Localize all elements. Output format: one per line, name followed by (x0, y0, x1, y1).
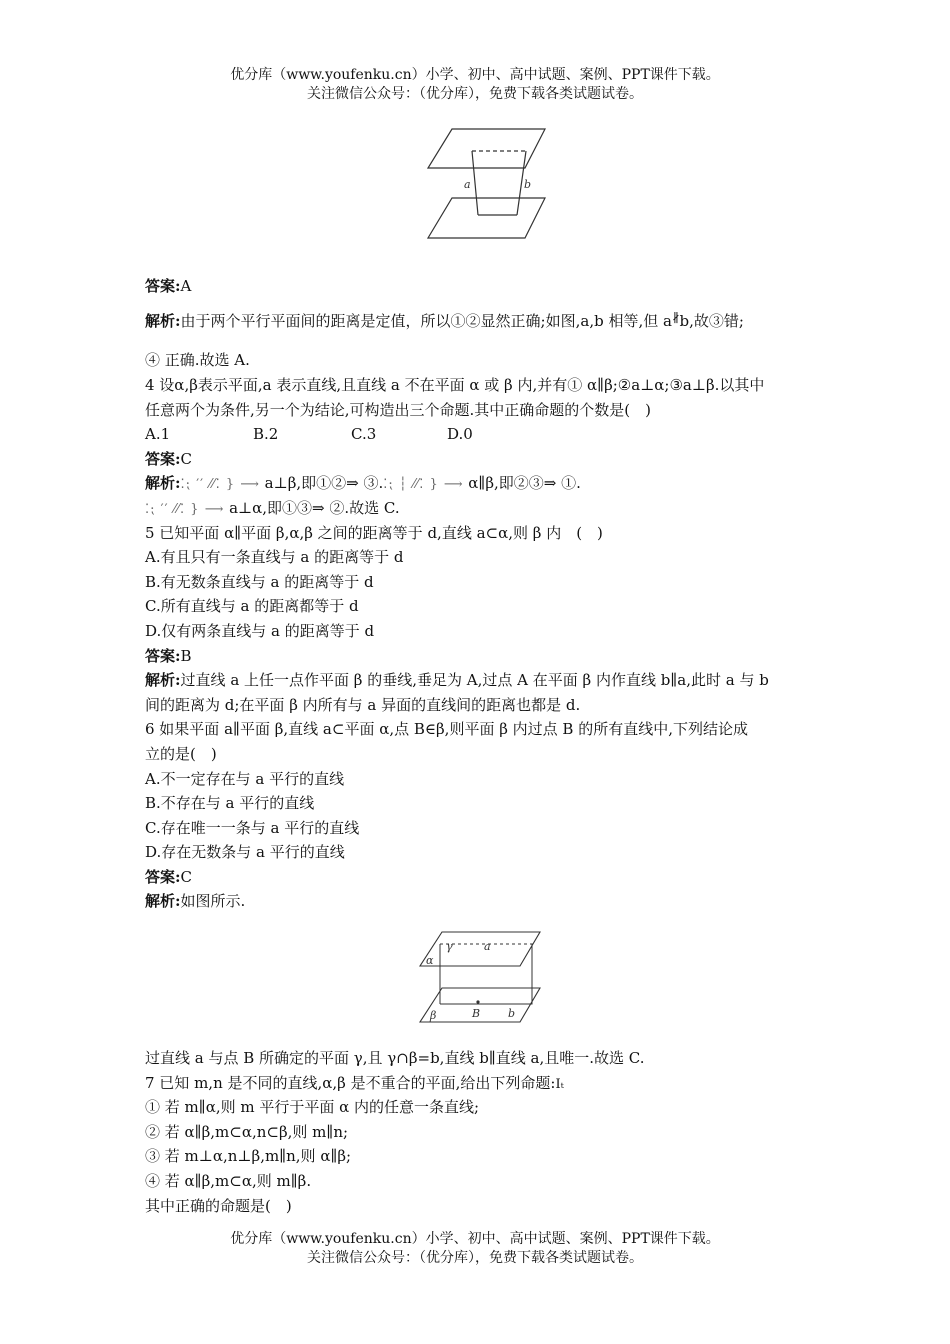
answer-label: 答案: (145, 449, 181, 468)
q6-stem-line-1: 6 如果平面 a∥平面 β,直线 a⊂平面 α,点 B∈β,则平面 β 内过点 B 的所有直线中,下列结论成 (145, 720, 748, 739)
garbled-formula-2: ⁚⁏ ┆ ⁄⁄⁚ } ⟶ (383, 477, 464, 493)
fig1-label-a: a (464, 178, 471, 191)
q4-option-c: C.3 (351, 425, 377, 444)
line-a (472, 151, 478, 215)
q5-explanation-1: 过直线 a 上任一点作平面 β 的垂线,垂足为 A,过点 A 在平面 β 内作直线 b∥a,此时 a 与 b (180, 671, 769, 690)
fig2-label-beta: β (430, 1009, 437, 1022)
figure-planes-gamma (412, 926, 548, 1032)
q6-after-figure: 过直线 a 与点 B 所确定的平面 γ,且 γ∩β=b,直线 b∥直线 a,且唯一.故选 C. (145, 1049, 645, 1067)
q5-stem: 5 已知平面 α∥平面 β,α,β 之间的距离等于 d,直线 a⊂α,则 β 内 ( ) (145, 523, 603, 542)
answer-line (145, 274, 815, 299)
explanation-label: 解析: (145, 474, 181, 493)
q4-answer-line (145, 447, 815, 472)
gamma-plane (440, 944, 532, 1004)
garbled-formula-1: ⁚⁏ ′′ ⁄⁄⁚ } ⟶ (180, 477, 260, 493)
explanation-label: 解析: (145, 671, 181, 690)
q6-option-c: C.存在唯一一条与 a 平行的直线 (145, 818, 360, 837)
garbled-formula-3: ⁚⁏ ′′ ⁄⁄⁚ } ⟶ (145, 501, 225, 517)
explanation-label: 解析: (145, 311, 181, 330)
answer-label: 答案: (145, 646, 181, 665)
q7-tail: 其中正确的命题是( ) (145, 1196, 292, 1215)
not-parallel-symbol: ∦ (671, 310, 680, 325)
q6-stem-line-2: 立的是( ) (145, 744, 217, 763)
q4-option-a: A.1 (145, 425, 171, 444)
explanation-text-2: b,故③错; (679, 311, 744, 330)
q5-answer-line (145, 644, 815, 669)
answer-value: B (180, 646, 192, 665)
answer-value: A (180, 277, 192, 295)
answer-label: 答案: (145, 867, 181, 886)
q4-stem-line-2: 任意两个为条件,另一个为结论,可构造出三个命题.其中正确命题的个数是( ) (145, 400, 652, 419)
page-header (0, 66, 950, 104)
q6-answer-line (145, 865, 815, 890)
header-line-1: 优分库（www.youfenku.cn）小学、初中、高中试题、案例、PPT课件下载。 (230, 67, 720, 83)
answer-label: 答案: (145, 277, 181, 295)
footer-line-2: 关注微信公众号：（优分库），免费下载各类试题试卷。 (307, 1250, 643, 1266)
header-line-2: 关注微信公众号：（优分库），免费下载各类试题试卷。 (307, 86, 643, 102)
q7-stem (145, 1071, 815, 1096)
upper-plane (428, 129, 545, 168)
q6-option-d: D.存在无数条与 a 平行的直线 (145, 843, 345, 862)
q4-options (145, 422, 815, 447)
fig2-label-B: B (472, 1007, 481, 1020)
q6-option-b: B.不存在与 a 平行的直线 (145, 794, 315, 813)
q5-explanation-line-2: 间的距离为 d;在平面 β 内所有与 a 异面的直线间的距离也都是 d. (145, 695, 581, 714)
point-B (476, 1000, 479, 1003)
q4-explanation-2: α∥β,即②③⇒ ①. (468, 474, 581, 493)
answer-value: C (180, 449, 193, 468)
q4-option-d: D.0 (447, 425, 473, 444)
q7-item-2: ② 若 α∥β,m⊂α,n⊂β,则 m∥n; (145, 1122, 349, 1141)
explanation-label: 解析: (145, 892, 181, 911)
fig2-label-alpha: α (426, 954, 434, 967)
q7-stem-text: 7 已知 m,n 是不同的直线,α,β 是不重合的平面,给出下列命题: (145, 1073, 556, 1092)
alpha-plane (420, 932, 540, 966)
q7-stem-mark: Iₜ (555, 1076, 564, 1092)
answer-value: C (180, 867, 193, 886)
q4-option-b: B.2 (253, 425, 279, 444)
q4-explanation-1: a⊥β,即①②⇒ ③. (264, 474, 384, 493)
q4-explanation-3: a⊥α,即①③⇒ ②.故选 C. (229, 498, 400, 517)
q5-option-d: D.仅有两条直线与 a 的距离等于 d (145, 621, 375, 640)
q7-item-4: ④ 若 α∥β,m⊂α,则 m∥β. (145, 1171, 312, 1190)
q4-q6-block (145, 373, 815, 914)
footer-line-1: 优分库（www.youfenku.cn）小学、初中、高中试题、案例、PPT课件下载。 (230, 1231, 720, 1247)
explanation-line (145, 306, 815, 331)
fig2-label-a: a (484, 940, 491, 953)
explanation-line-2: ④ 正确.故选 A. (145, 351, 250, 370)
q4-explanation-line-1 (145, 471, 815, 496)
fig1-label-b: b (524, 178, 532, 191)
lower-plane (428, 198, 545, 238)
q7-item-3: ③ 若 m⊥α,n⊥β,m∥n,则 α∥β; (145, 1147, 352, 1166)
q5-option-b: B.有无数条直线与 a 的距离等于 d (145, 572, 374, 591)
q4-stem-line-1: 4 设α,β表示平面,a 表示直线,且直线 a 不在平面 α 或 β 内,并有① α∥β;②a⊥α;③a⊥β.以其中 (145, 376, 765, 394)
q6-explanation-line (145, 889, 815, 914)
q6-q7-block (145, 1046, 815, 1218)
q7-item-1: ① 若 m∥α,则 m 平行于平面 α 内的任意一条直线; (145, 1098, 480, 1117)
q5-option-a: A.有且只有一条直线与 a 的距离等于 d (145, 548, 404, 567)
fig2-label-gamma: γ (446, 940, 453, 953)
fig2-label-b: b (508, 1007, 516, 1020)
q6-option-a: A.不一定存在与 a 平行的直线 (145, 769, 345, 788)
q5-explanation-line-1 (145, 668, 815, 693)
page-footer (0, 1230, 950, 1268)
q4-explanation-line-2 (145, 496, 815, 521)
explanation-text: 由于两个平行平面间的距离是定值，所以①②显然正确;如图,a,b 相等,但 a (180, 311, 672, 330)
q6-explanation: 如图所示. (180, 892, 246, 911)
q5-option-c: C.所有直线与 a 的距离都等于 d (145, 597, 359, 616)
q3-answer-block (145, 274, 815, 373)
figure-parallel-planes (420, 124, 560, 244)
